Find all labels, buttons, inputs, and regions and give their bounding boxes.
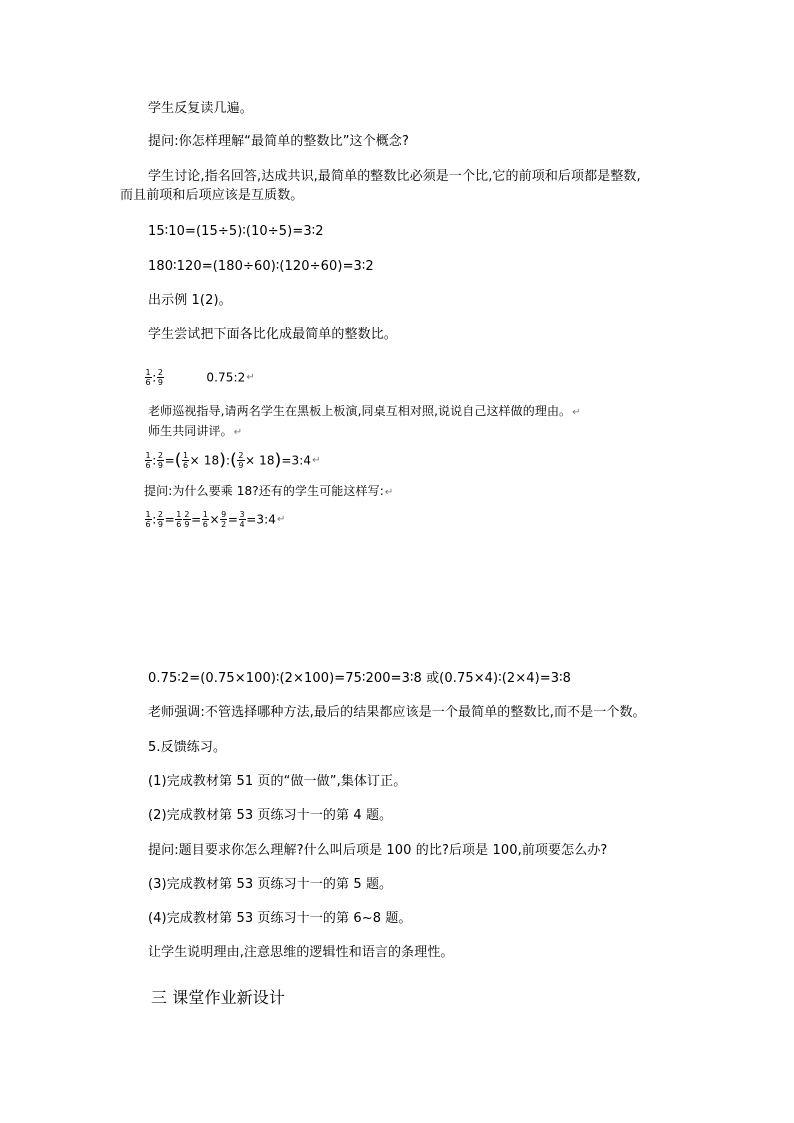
text-line: 学生讨论,指名回答,达成共识,最简单的整数比必须是一个比,它的前项和后项都是整数, (148, 169, 641, 184)
text-line: 学生尝试把下面各比化成最简单的整数比。 (148, 327, 397, 342)
equation-line: 0.75∶2=(0.75×100)∶(2×100)=75∶200=3∶8 或(0.75×4)∶(2×4)=3∶8 (148, 671, 572, 686)
section-heading: 三 课堂作业新设计 (151, 988, 285, 1007)
fraction: $\frac{1}{6}$ (145, 510, 151, 529)
section-item: 5.反馈练习。 (148, 740, 227, 755)
equation-line: 180∶120=(180÷60)∶(120÷60)=3∶2 (148, 259, 374, 274)
fraction: $\frac{2}{9}$ (157, 368, 164, 387)
return-mark-icon: ↵ (233, 427, 243, 438)
text-line: 出示例 1(2)。 (148, 293, 232, 308)
equation-fraction-line: $\frac{1}{6}$ : $\frac{2}{9}$ = $\frac{1}{6}$ $\frac{2}{9}$ = $\frac{1}{6}$ × $\frac{9}{2}$ = $\frac{3}{4}$ =3:4↵ (145, 510, 286, 529)
text-line: 老师强调:不管选择哪种方法,最后的结果都应该是一个最简单的整数比,而不是一个数。 (148, 705, 646, 720)
text-line: 师生共同讲评。↵ (148, 424, 243, 438)
question-line: 提问:你怎样理解“最简单的整数比”这个概念? (148, 134, 409, 149)
exercise-ratios: $\frac{1}{6}$ : $\frac{2}{9}$ 0.75:2↵ (145, 368, 255, 387)
exercise-item: (4)完成教材第 53 页练习十一的第 6~8 题。 (148, 911, 412, 926)
fraction: $\frac{1}{6}$ (176, 510, 182, 529)
equation-fraction-line: $\frac{1}{6}$ : $\frac{2}{9}$ =( $\frac{1}{6}$ × 18):( $\frac{2}{9}$ × 18)=3:4↵ (145, 450, 321, 471)
exercise-item: (2)完成教材第 53 页练习十一的第 4 题。 (148, 808, 393, 823)
fraction: $\frac{1}{6}$ (182, 451, 189, 470)
fraction: $\frac{1}{6}$ (145, 451, 151, 470)
fraction: $\frac{1}{6}$ (202, 510, 208, 529)
fraction: $\frac{1}{6}$ (145, 368, 151, 387)
text-line: 让学生说明理由,注意思维的逻辑性和语言的条理性。 (148, 945, 454, 960)
fraction: $\frac{9}{2}$ (221, 510, 227, 529)
exercise-item: (3)完成教材第 53 页练习十一的第 5 题。 (148, 877, 393, 892)
return-mark-icon: ↵ (384, 487, 394, 498)
text-line: 学生反复读几遍。 (148, 101, 253, 116)
fraction: $\frac{3}{4}$ (239, 510, 245, 529)
text-line: 老师巡视指导,请两名学生在黑板上板演,同桌互相对照,说说自己这样做的理由。↵ (148, 404, 581, 418)
question-line: 提问:为什么要乘 18?还有的学生可能这样写:↵ (144, 484, 394, 498)
fraction: $\frac{2}{9}$ (238, 451, 244, 470)
question-line: 提问:题目要求你怎么理解?什么叫后项是 100 的比?后项是 100,前项要怎么办? (148, 843, 608, 858)
fraction: $\frac{2}{9}$ (157, 510, 164, 529)
return-mark-icon: ↵ (276, 513, 286, 525)
fraction: $\frac{2}{9}$ (157, 451, 164, 470)
return-mark-icon: ↵ (572, 407, 581, 418)
equation-line: 15∶10=(15÷5)∶(10÷5)=3∶2 (148, 224, 324, 239)
return-mark-icon: ↵ (312, 454, 321, 466)
fraction: $\frac{2}{9}$ (184, 510, 190, 529)
return-mark-icon: ↵ (246, 371, 255, 383)
exercise-item: (1)完成教材第 51 页的“做一做”,集体订正。 (148, 774, 407, 789)
text-line: 而且前项和后项应该是互质数。 (120, 188, 304, 203)
